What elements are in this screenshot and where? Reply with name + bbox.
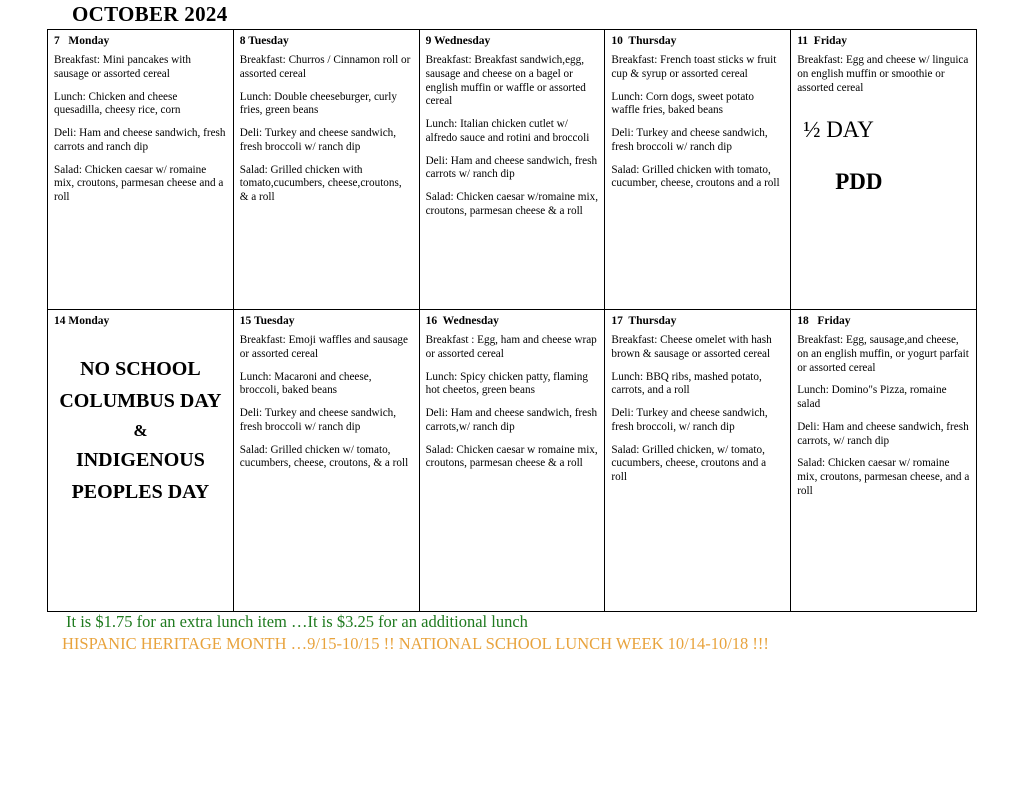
meal-entry-lunch: Lunch: Macaroni and cheese, broccoli, baked beans <box>239 370 372 397</box>
meal-entry-deli: Deli: Turkey and cheese sandwich, fresh broccoli, w/ ranch dip <box>611 407 768 433</box>
holiday-line-no-school: NO SCHOOL <box>80 358 201 380</box>
meal-entry-deli: Deli: Ham and cheese sandwich, fresh carrots w/ ranch dip <box>425 154 598 181</box>
calendar-week-row <box>48 310 977 612</box>
meal-entry-deli: Deli: Ham and cheese sandwich, fresh carrots, w/ ranch dip <box>797 420 969 447</box>
day-cell-11-friday <box>791 30 977 310</box>
day-cell-9-wednesday <box>419 30 605 310</box>
meal-entry-deli: Deli: Turkey and cheese sandwich, fresh broccoli w/ ranch dip <box>239 407 397 433</box>
meal-entry-breakfast: Breakfast: Mini pancakes with sausage or assorted cereal <box>54 54 192 80</box>
half-day-note: ½ DAY <box>803 117 874 143</box>
day-label: 15 Tuesday <box>239 315 295 327</box>
meal-entry-salad: Salad: Grilled chicken with tomato, cucumber, cheese, croutons and a roll <box>611 163 780 190</box>
meal-entry-salad: Salad: Chicken caesar w/romaine mix, croutons, parmesan cheese & a roll <box>425 191 599 217</box>
meal-entry-breakfast: Breakfast: Egg and cheese w/ linguica on english muffin or smoothie or assorted cereal <box>797 54 969 94</box>
day-cell-8-tuesday <box>233 30 419 310</box>
meal-entry-breakfast: Breakfast : Egg, ham and cheese wrap or assorted cereal <box>425 334 597 360</box>
calendar-week-row <box>48 30 977 310</box>
day-cell-18-friday <box>791 310 977 612</box>
meal-entry-breakfast: Breakfast: Churros / Cinnamon roll or assorted cereal <box>239 54 411 80</box>
day-cell-16-wednesday <box>419 310 605 612</box>
day-label: 10 Thursday <box>611 35 677 47</box>
meal-entry-breakfast: Breakfast: Egg, sausage,and cheese, on an english muffin, or yogurt parfait or assorted cereal <box>797 334 969 374</box>
day-label: 11 Friday <box>797 35 848 47</box>
meal-entry-lunch: Lunch: Corn dogs, sweet potato waffle fries, baked beans <box>611 90 755 117</box>
meal-entry-deli: Deli: Ham and cheese sandwich, fresh carrots,w/ ranch dip <box>425 407 598 433</box>
meal-entry-lunch: Lunch: Italian chicken cutlet w/ alfredo sauce and rotini and broccoli <box>425 118 590 144</box>
meal-entry-lunch: Lunch: Domino"s Pizza, romaine salad <box>797 384 947 411</box>
day-cell-17-thursday <box>605 310 791 612</box>
day-cell-10-thursday <box>605 30 791 310</box>
meal-entry-breakfast: Breakfast: Breakfast sandwich,egg, sausage and cheese on a bagel or english muffin or waffle or assorted cereal <box>425 54 586 108</box>
meal-entry-salad: Salad: Chicken caesar w/ romaine mix, croutons, parmesan cheese, and a roll <box>797 457 970 497</box>
holiday-note <box>54 353 227 508</box>
meal-entry-lunch: Lunch: BBQ ribs, mashed potato, carrots, and a roll <box>611 370 762 397</box>
menu-calendar <box>47 29 977 612</box>
page-title: OCTOBER 2024 <box>72 2 228 26</box>
holiday-line-ampersand: & <box>133 421 148 440</box>
meal-entry-deli: Deli: Ham and cheese sandwich, fresh carrots and ranch dip <box>54 127 226 153</box>
day-cell-15-tuesday <box>233 310 419 612</box>
day-cell-14-monday <box>48 310 234 612</box>
day-label: 8 Tuesday <box>239 35 289 47</box>
meal-entry-salad: Salad: Grilled chicken w/ tomato, cucumbers, cheese, croutons, & a roll <box>239 443 409 470</box>
footer-pricing-note: It is $1.75 for an extra lunch item …It is $3.25 for an additional lunch <box>66 612 528 631</box>
meal-entry-deli: Deli: Turkey and cheese sandwich, fresh broccoli w/ ranch dip <box>239 127 397 153</box>
day-label: 17 Thursday <box>611 315 677 327</box>
meal-entry-breakfast: Breakfast: Cheese omelet with hash brown & sausage or assorted cereal <box>611 334 772 360</box>
meal-entry-salad: Salad: Chicken caesar w romaine mix, croutons, parmesan cheese & a roll <box>425 443 598 470</box>
pdd-note: PDD <box>835 169 883 195</box>
meal-entry-breakfast: Breakfast: French toast sticks w fruit cup & syrup or assorted cereal <box>611 54 777 80</box>
holiday-line-columbus-day: COLUMBUS DAY <box>59 390 222 412</box>
footer-notes <box>62 612 992 654</box>
day-label: 9 Wednesday <box>425 35 491 47</box>
day-label: 7 Monday <box>54 35 110 47</box>
meal-entry-salad: Salad: Grilled chicken, w/ tomato, cucumbers, cheese, croutons and a roll <box>611 443 767 484</box>
day-label: 14 Monday <box>54 315 110 327</box>
meal-entry-salad: Salad: Chicken caesar w/ romaine mix, croutons, parmesan cheese and a roll <box>54 163 224 204</box>
meal-entry-deli: Deli: Turkey and cheese sandwich, fresh broccoli w/ ranch dip <box>611 127 768 153</box>
day-cell-7-monday <box>48 30 234 310</box>
meal-entry-lunch: Lunch: Double cheeseburger, curly fries, green beans <box>239 90 397 117</box>
day-label: 16 Wednesday <box>425 315 499 327</box>
holiday-line-indigenous-peoples-day: INDIGENOUS PEOPLES DAY <box>71 449 210 504</box>
meal-entry-breakfast: Breakfast: Emoji waffles and sausage or assorted cereal <box>239 334 408 360</box>
day-label: 18 Friday <box>797 315 851 327</box>
meal-entry-lunch: Lunch: Spicy chicken patty, flaming hot cheetos, green beans <box>425 370 588 397</box>
footer-observance-note: HISPANIC HERITAGE MONTH …9/15-10/15 !! NATIONAL SCHOOL LUNCH WEEK 10/14-10/18 !!! <box>62 634 769 653</box>
meal-entry-salad: Salad: Grilled chicken with tomato,cucumbers, cheese,croutons, & a roll <box>239 163 402 204</box>
meal-entry-lunch: Lunch: Chicken and cheese quesadilla, cheesy rice, corn <box>54 90 181 117</box>
